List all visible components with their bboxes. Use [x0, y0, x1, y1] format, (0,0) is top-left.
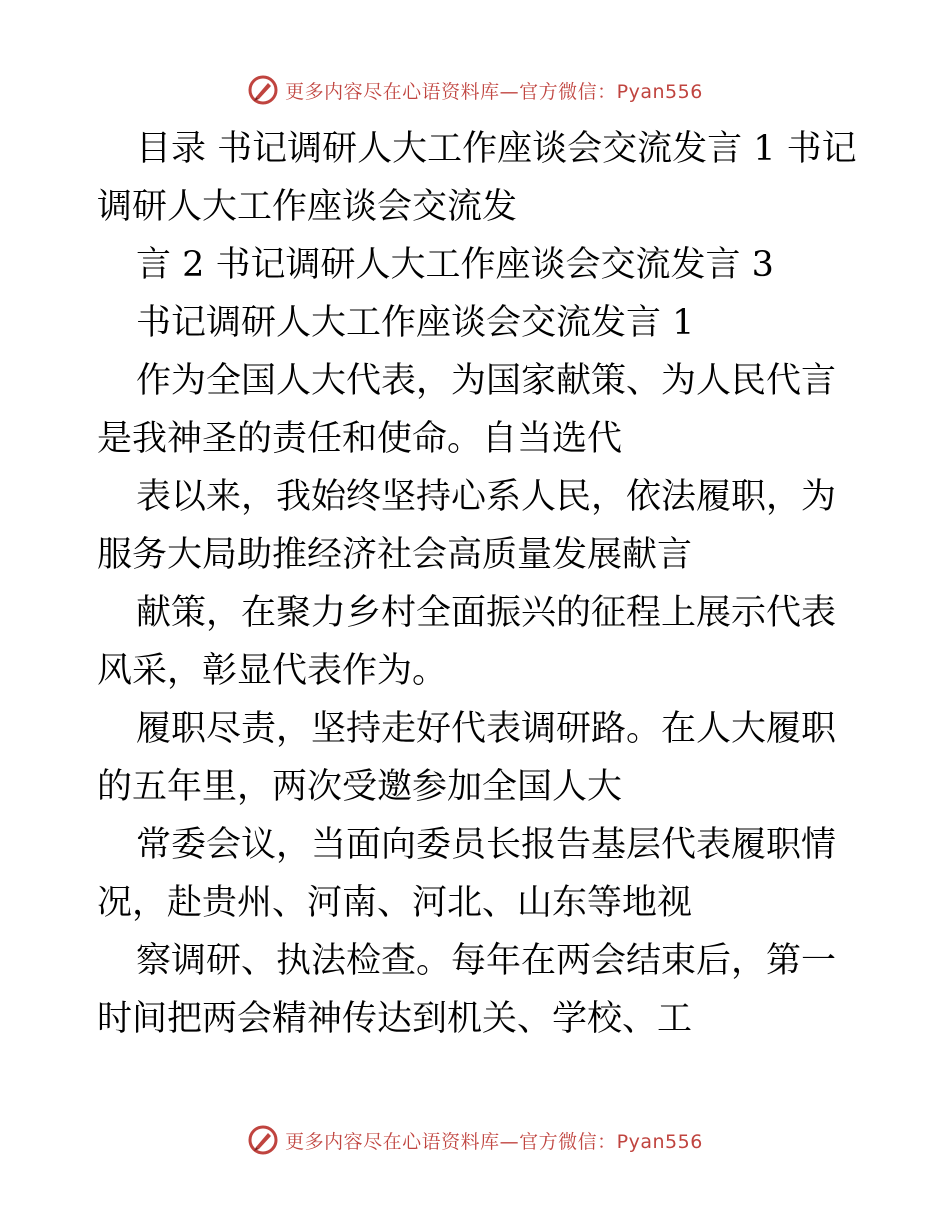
section-heading: 书记调研人大工作座谈会交流发言 1 [136, 303, 695, 343]
body-paragraph-2: 表以来，我始终坚持心系人民，依法履职，为服务大局助推经济社会高质量发展献言 [97, 477, 837, 575]
footer-banner-text: 更多内容尽在心语资料库—官方微信：Pyan556 [285, 1130, 703, 1153]
header-banner-text: 更多内容尽在心语资料库—官方微信：Pyan556 [285, 80, 703, 103]
pen-logo-icon [247, 74, 279, 106]
toc-paragraph-2: 言 2 书记调研人大工作座谈会交流发言 3 [136, 245, 774, 285]
header-banner-inner [247, 74, 703, 106]
body-paragraph-5: 常委会议，当面向委员长报告基层代表履职情况，赴贵州、河南、河北、山东等地视 [97, 825, 837, 923]
body-paragraph-3: 献策，在聚力乡村全面振兴的征程上展示代表风采，彰显代表作为。 [97, 593, 837, 691]
header-banner [0, 70, 950, 110]
toc-paragraph-1: 目录 书记调研人大工作座谈会交流发言 1 书记调研人大工作座谈会交流发 [97, 129, 857, 227]
body-paragraph-6: 察调研、执法检查。每年在两会结束后，第一时间把两会精神传达到机关、学校、工 [97, 941, 837, 1039]
body-paragraph-1: 作为全国人大代表，为国家献策、为人民代言是我神圣的责任和使命。自当选代 [97, 361, 837, 459]
footer-banner [0, 1120, 950, 1160]
body-paragraph-4: 履职尽责，坚持走好代表调研路。在人大履职的五年里，两次受邀参加全国人大 [97, 709, 837, 807]
pen-logo-icon [247, 1124, 279, 1156]
document-body [97, 120, 857, 1048]
footer-banner-inner [247, 1124, 703, 1156]
